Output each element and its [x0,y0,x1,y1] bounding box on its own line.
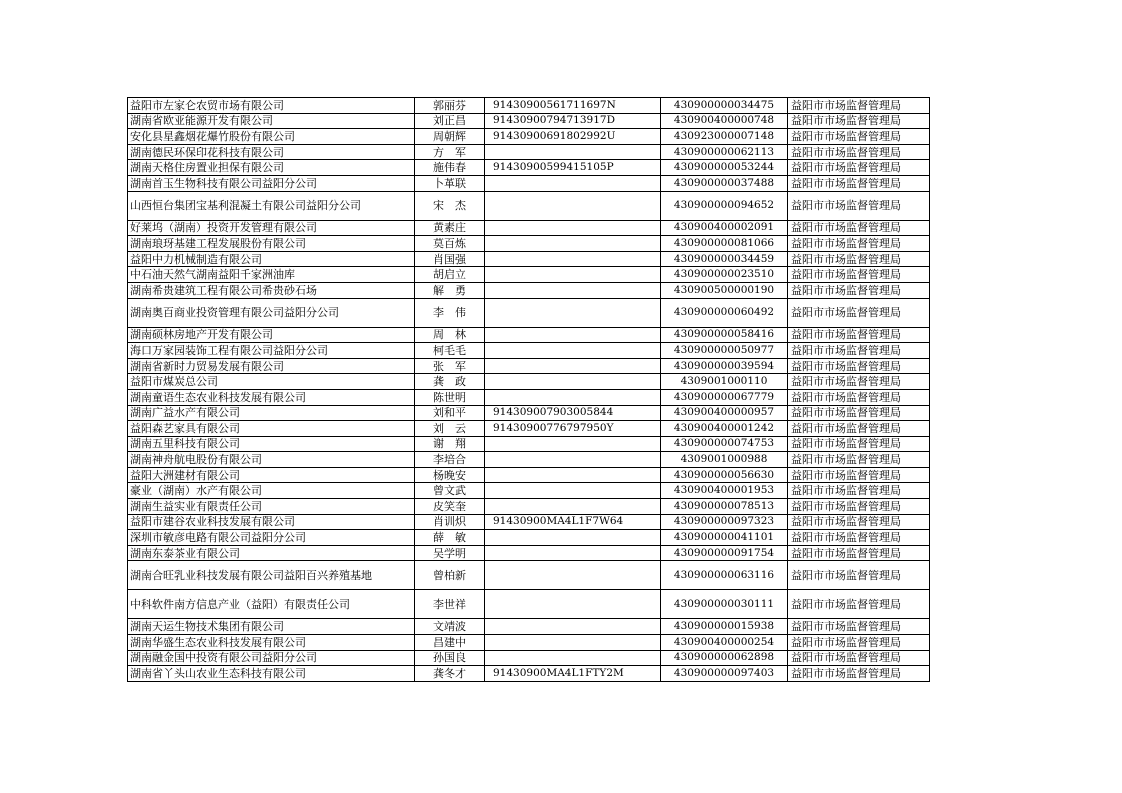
representative-cell: 龚 政 [415,374,485,390]
registration-number-cell: 430900000015938 [661,619,788,635]
authority-cell: 益阳市市场监督管理局 [788,561,930,590]
company-name-cell: 深圳市敏彦电路有限公司益阳分公司 [128,530,415,546]
registration-number-cell: 430900000056630 [661,467,788,483]
registration-number-cell: 430900000063116 [661,561,788,590]
authority-cell: 益阳市市场监督管理局 [788,327,930,343]
credit-code-cell: 91430900691802992U [485,129,661,145]
table-row [128,421,930,437]
authority-cell: 益阳市市场监督管理局 [788,298,930,327]
registration-number-cell: 430900000062113 [661,144,788,160]
company-name-cell: 安化县星鑫烟花爆竹股份有限公司 [128,129,415,145]
company-name-cell: 湖南融金国中投资有限公司益阳分公司 [128,650,415,666]
table-row [128,113,930,129]
authority-cell: 益阳市市场监督管理局 [788,499,930,515]
registration-number-cell: 430900000050977 [661,343,788,359]
representative-cell: 宋 杰 [415,191,485,220]
credit-code-cell: 91430900MA4L1F7W64 [485,514,661,530]
company-name-cell: 湖南童语生态农业科技发展有限公司 [128,389,415,405]
authority-cell: 益阳市市场监督管理局 [788,590,930,619]
registration-number-cell: 430900000058416 [661,327,788,343]
credit-code-cell: 91430900561711697N [485,98,661,114]
authority-cell: 益阳市市场监督管理局 [788,467,930,483]
credit-code-cell [485,590,661,619]
authority-cell: 益阳市市场监督管理局 [788,421,930,437]
company-name-cell: 益阳森艺家具有限公司 [128,421,415,437]
credit-code-cell [485,144,661,160]
representative-cell: 刘正昌 [415,113,485,129]
company-name-cell: 益阳中力机械制造有限公司 [128,251,415,267]
authority-cell: 益阳市市场监督管理局 [788,374,930,390]
authority-cell: 益阳市市场监督管理局 [788,545,930,561]
company-name-cell: 中石油天然气湖南益阳千家洲油库 [128,267,415,283]
representative-cell: 周 林 [415,327,485,343]
representative-cell: 谢 翔 [415,436,485,452]
credit-code-cell [485,467,661,483]
credit-code-cell [485,220,661,236]
credit-code-cell [485,619,661,635]
company-name-cell: 湖南希贵建筑工程有限公司希贵砂石场 [128,282,415,298]
table-row [128,467,930,483]
credit-code-cell [485,191,661,220]
representative-cell: 肖国强 [415,251,485,267]
registration-number-cell: 430900000041101 [661,530,788,546]
table-row [128,220,930,236]
table-row [128,160,930,176]
authority-cell: 益阳市市场监督管理局 [788,635,930,651]
table-row [128,191,930,220]
registration-number-cell: 430900000081066 [661,236,788,252]
company-name-cell: 益阳市建谷农业科技发展有限公司 [128,514,415,530]
registration-number-cell: 430900000039594 [661,358,788,374]
representative-cell: 柯毛毛 [415,343,485,359]
registration-number-cell: 430900000078513 [661,499,788,515]
credit-code-cell: 91430900MA4L1FTY2M [485,666,661,682]
company-name-cell: 湖南天运生物技术集团有限公司 [128,619,415,635]
authority-cell: 益阳市市场监督管理局 [788,530,930,546]
authority-cell: 益阳市市场监督管理局 [788,191,930,220]
authority-cell: 益阳市市场监督管理局 [788,358,930,374]
table-row [128,590,930,619]
company-name-cell: 益阳市左家仑农贸市场有限公司 [128,98,415,114]
table-row [128,635,930,651]
registration-number-cell: 430900000060492 [661,298,788,327]
table-row [128,343,930,359]
company-name-cell: 湖南省欧亚能源开发有限公司 [128,113,415,129]
company-name-cell: 湖南德民环保印花科技有限公司 [128,144,415,160]
representative-cell: 孙国良 [415,650,485,666]
authority-cell: 益阳市市场监督管理局 [788,666,930,682]
company-name-cell: 益阳市煤炭总公司 [128,374,415,390]
representative-cell: 解 勇 [415,282,485,298]
credit-code-cell [485,327,661,343]
company-name-cell: 益阳大洲建材有限公司 [128,467,415,483]
company-name-cell: 海口万家园装饰工程有限公司益阳分公司 [128,343,415,359]
representative-cell: 郭丽芬 [415,98,485,114]
table-row [128,251,930,267]
table-row [128,545,930,561]
company-name-cell: 湖南琅玡基建工程发展股份有限公司 [128,236,415,252]
registration-number-cell: 430900000097403 [661,666,788,682]
representative-cell: 卜革联 [415,175,485,191]
credit-code-cell [485,561,661,590]
company-name-cell: 湖南生益实业有限责任公司 [128,499,415,515]
company-name-cell: 湖南天格住房置业担保有限公司 [128,160,415,176]
registration-number-cell: 430900500000190 [661,282,788,298]
table-row [128,530,930,546]
credit-code-cell: 91430900794713917D [485,113,661,129]
registration-number-cell: 430900400000254 [661,635,788,651]
registration-number-cell: 430900000074753 [661,436,788,452]
credit-code-cell [485,343,661,359]
registration-number-cell: 430900000097323 [661,514,788,530]
representative-cell: 刘 云 [415,421,485,437]
credit-code-cell [485,452,661,468]
table-row [128,514,930,530]
credit-code-cell [485,499,661,515]
registration-number-cell: 430900000067779 [661,389,788,405]
registration-number-cell: 430900000030111 [661,590,788,619]
credit-code-cell [485,374,661,390]
registration-number-cell: 430900000023510 [661,267,788,283]
company-name-cell: 湖南东泰茶业有限公司 [128,545,415,561]
registration-number-cell: 430900000034475 [661,98,788,114]
authority-cell: 益阳市市场监督管理局 [788,405,930,421]
table-row [128,483,930,499]
representative-cell: 皮笑奎 [415,499,485,515]
company-name-cell: 中科软件南方信息产业（益阳）有限责任公司 [128,590,415,619]
registration-number-cell: 430900400001242 [661,421,788,437]
registration-number-cell: 430900000091754 [661,545,788,561]
table-row [128,144,930,160]
registration-number-cell: 430900000037488 [661,175,788,191]
representative-cell: 胡启立 [415,267,485,283]
table-row [128,405,930,421]
credit-code-cell [485,389,661,405]
table-row [128,267,930,283]
credit-code-cell [485,175,661,191]
registration-number-cell: 430900000094652 [661,191,788,220]
registration-number-cell: 430900000062898 [661,650,788,666]
company-name-cell: 湖南省丫头山农业生态科技有限公司 [128,666,415,682]
registration-number-cell: 430900400002091 [661,220,788,236]
authority-cell: 益阳市市场监督管理局 [788,113,930,129]
credit-code-cell [485,298,661,327]
table-row [128,236,930,252]
table-row [128,358,930,374]
registration-number-cell: 430900400000748 [661,113,788,129]
credit-code-cell: 91430900776797950Y [485,421,661,437]
company-name-cell: 湖南奥百商业投资管理有限公司益阳分公司 [128,298,415,327]
authority-cell: 益阳市市场监督管理局 [788,236,930,252]
company-name-cell: 湖南首玉生物科技有限公司益阳分公司 [128,175,415,191]
authority-cell: 益阳市市场监督管理局 [788,282,930,298]
table-row [128,619,930,635]
authority-cell: 益阳市市场监督管理局 [788,144,930,160]
representative-cell: 李世祥 [415,590,485,619]
company-name-cell: 好莱坞（湖南）投资开发管理有限公司 [128,220,415,236]
authority-cell: 益阳市市场监督管理局 [788,650,930,666]
table-row [128,282,930,298]
company-name-cell: 山西恒台集团宝基利混凝土有限公司益阳分公司 [128,191,415,220]
company-table [127,97,930,682]
representative-cell: 肖训炽 [415,514,485,530]
table-row [128,298,930,327]
registration-number-cell: 430900000053244 [661,160,788,176]
credit-code-cell [485,251,661,267]
company-table-body [128,98,930,682]
representative-cell: 李 伟 [415,298,485,327]
table-row [128,327,930,343]
company-name-cell: 湖南合旺乳业科技发展有限公司益阳百兴养殖基地 [128,561,415,590]
registration-number-cell: 430900400001953 [661,483,788,499]
representative-cell: 杨晚安 [415,467,485,483]
authority-cell: 益阳市市场监督管理局 [788,98,930,114]
table-row [128,98,930,114]
table-row [128,389,930,405]
representative-cell: 龚冬才 [415,666,485,682]
representative-cell: 方 军 [415,144,485,160]
registration-number-cell: 4309001000110 [661,374,788,390]
authority-cell: 益阳市市场监督管理局 [788,251,930,267]
company-name-cell: 豪业（湖南）水产有限公司 [128,483,415,499]
table-row [128,175,930,191]
representative-cell: 薛 敏 [415,530,485,546]
representative-cell: 黄素庄 [415,220,485,236]
authority-cell: 益阳市市场监督管理局 [788,452,930,468]
table-row [128,374,930,390]
representative-cell: 刘和平 [415,405,485,421]
credit-code-cell [485,282,661,298]
table-row [128,650,930,666]
authority-cell: 益阳市市场监督管理局 [788,514,930,530]
table-row [128,666,930,682]
authority-cell: 益阳市市场监督管理局 [788,483,930,499]
company-name-cell: 湖南硕林房地产开发有限公司 [128,327,415,343]
authority-cell: 益阳市市场监督管理局 [788,129,930,145]
company-name-cell: 湖南省新时力贸易发展有限公司 [128,358,415,374]
table-row [128,452,930,468]
representative-cell: 陈世明 [415,389,485,405]
representative-cell: 吴学明 [415,545,485,561]
company-name-cell: 湖南五里科技有限公司 [128,436,415,452]
credit-code-cell [485,530,661,546]
authority-cell: 益阳市市场监督管理局 [788,175,930,191]
authority-cell: 益阳市市场监督管理局 [788,389,930,405]
company-name-cell: 湖南广益水产有限公司 [128,405,415,421]
credit-code-cell [485,545,661,561]
table-row [128,436,930,452]
credit-code-cell [485,483,661,499]
credit-code-cell [485,267,661,283]
representative-cell: 曾文武 [415,483,485,499]
representative-cell: 周朝辉 [415,129,485,145]
authority-cell: 益阳市市场监督管理局 [788,436,930,452]
authority-cell: 益阳市市场监督管理局 [788,220,930,236]
authority-cell: 益阳市市场监督管理局 [788,619,930,635]
credit-code-cell: 914309007903005844 [485,405,661,421]
credit-code-cell [485,436,661,452]
registration-number-cell: 430923000007148 [661,129,788,145]
credit-code-cell: 91430900599415105P [485,160,661,176]
registration-number-cell: 430900400000957 [661,405,788,421]
credit-code-cell [485,650,661,666]
representative-cell: 莫百炼 [415,236,485,252]
company-name-cell: 湖南华盛生态农业科技发展有限公司 [128,635,415,651]
representative-cell: 施伟春 [415,160,485,176]
registration-number-cell: 4309001000988 [661,452,788,468]
company-name-cell: 湖南神舟航电股份有限公司 [128,452,415,468]
credit-code-cell [485,236,661,252]
table-row [128,499,930,515]
representative-cell: 曾柏新 [415,561,485,590]
credit-code-cell [485,358,661,374]
authority-cell: 益阳市市场监督管理局 [788,267,930,283]
representative-cell: 张 军 [415,358,485,374]
representative-cell: 李培合 [415,452,485,468]
representative-cell: 文靖波 [415,619,485,635]
representative-cell: 昌建中 [415,635,485,651]
table-row [128,561,930,590]
authority-cell: 益阳市市场监督管理局 [788,343,930,359]
registration-number-cell: 430900000034459 [661,251,788,267]
credit-code-cell [485,635,661,651]
table-row [128,129,930,145]
authority-cell: 益阳市市场监督管理局 [788,160,930,176]
